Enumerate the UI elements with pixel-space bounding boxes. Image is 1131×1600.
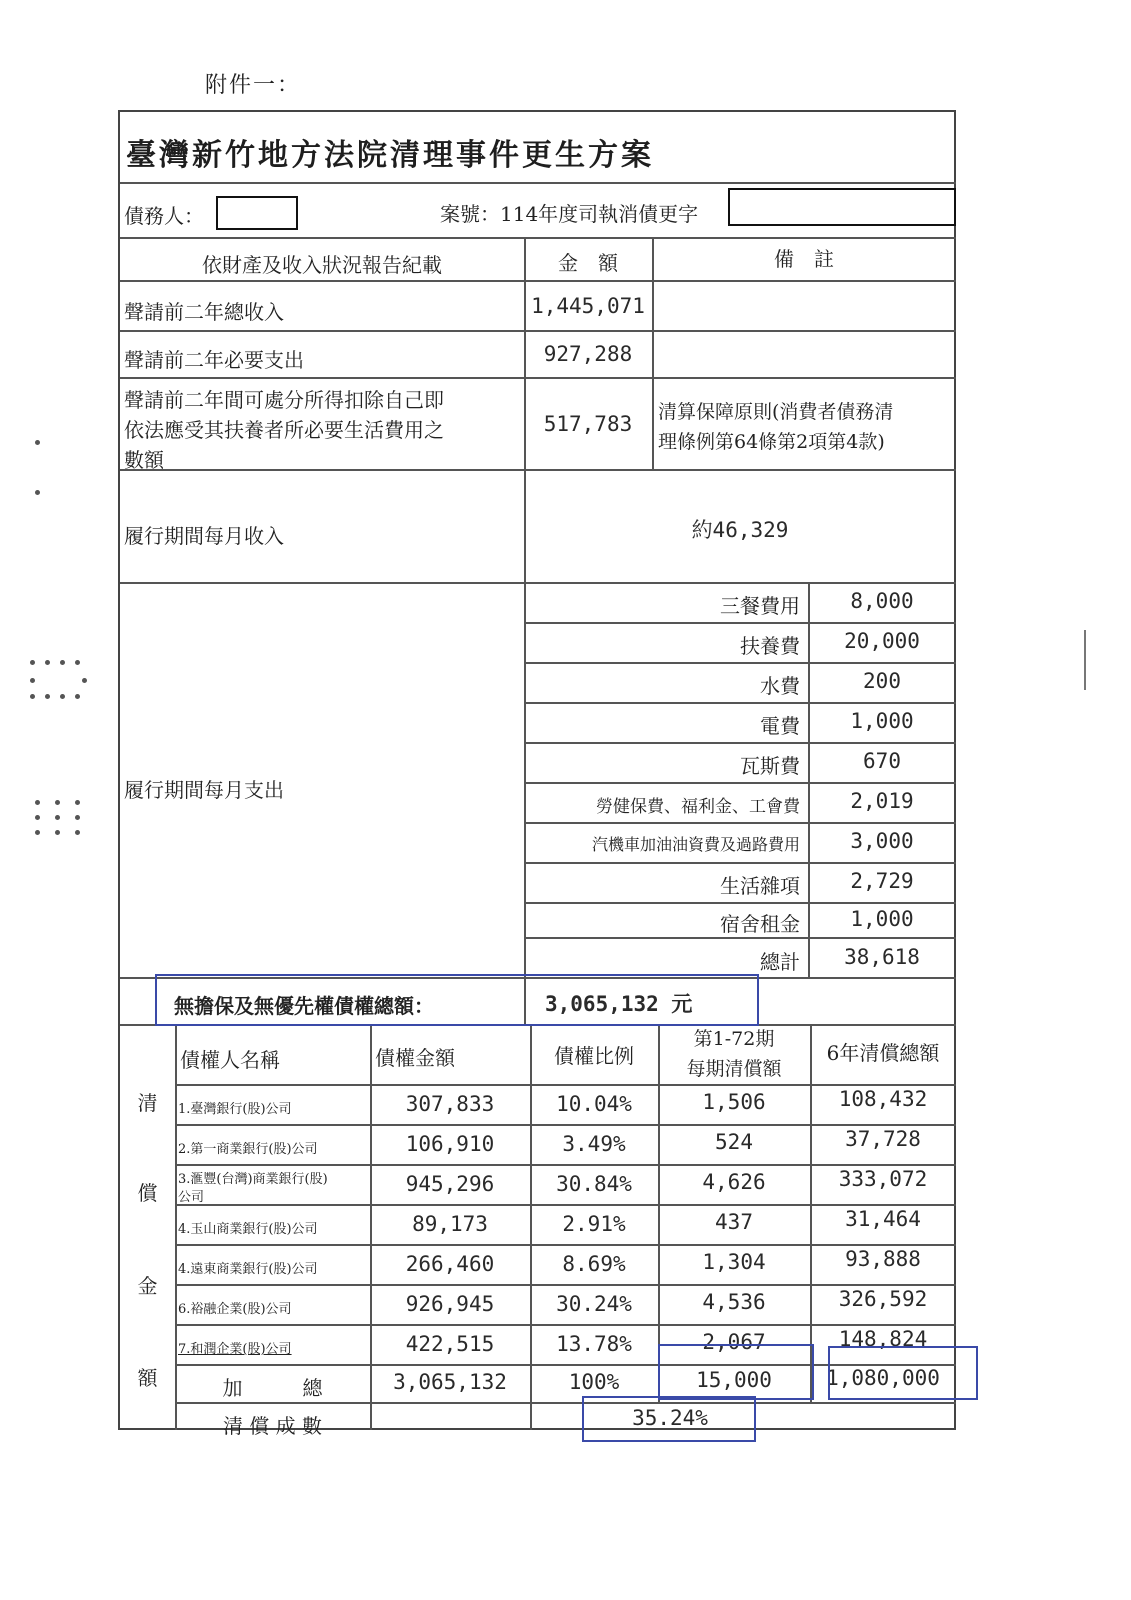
creditor-per-period: 2,067: [702, 1330, 766, 1354]
expense-item-value: 1,000: [850, 709, 914, 733]
creditor-name: 1.臺灣銀行(股)公司: [178, 1102, 292, 1117]
case-number-redaction: [728, 188, 956, 226]
row-necessary-expense-amount: 927,288: [543, 342, 633, 366]
row-total-income-label: 聲請前二年總收入: [124, 300, 284, 324]
creditor-per-period: 4,536: [702, 1290, 766, 1314]
expense-item-name: 三餐費用: [720, 594, 800, 618]
expense-item-value: 200: [863, 669, 901, 693]
expense-item-value: 670: [863, 749, 901, 773]
row-necessary-expense-label: 聲請前二年必要支出: [124, 348, 304, 372]
row-disposable-remark-line1: 清算保障原則(消費者債務清: [658, 401, 894, 423]
creditor-amount: 266,460: [405, 1252, 495, 1276]
monthly-income-value: 約46,329: [691, 518, 789, 542]
creditor-per-period: 437: [715, 1210, 753, 1234]
creditor-total: 31,464: [845, 1207, 921, 1231]
header-remark: 備 註: [774, 247, 834, 271]
col-header-six-year-total: 6年清償總額: [826, 1041, 940, 1065]
creditor-total: 333,072: [838, 1167, 928, 1191]
col-header-claim-amount: 債權金額: [375, 1046, 455, 1070]
creditor-ratio: 30.84%: [556, 1172, 632, 1196]
expense-item-value: 1,000: [850, 907, 914, 931]
creditor-name-line1: 3.滙豐(台灣)商業銀行(股): [178, 1172, 328, 1187]
sum-per-period: 15,000: [696, 1368, 772, 1392]
sum-label: 加 總: [222, 1376, 323, 1400]
debtor-label: 債務人：: [124, 204, 204, 228]
creditor-ratio: 10.04%: [556, 1092, 632, 1116]
creditor-total: 148,824: [838, 1327, 928, 1351]
col-header-creditor: 債權人名稱: [180, 1048, 280, 1072]
expense-total-name: 總計: [760, 950, 800, 974]
annex-label: 附件一：: [205, 73, 302, 98]
col-header-period-line1: 第1-72期: [693, 1028, 775, 1050]
monthly-expense-label: 履行期間每月支出: [124, 778, 284, 802]
expense-item-value: 2,019: [850, 789, 914, 813]
row-disposable-label-line3: 數額: [124, 448, 164, 472]
creditor-ratio: 30.24%: [556, 1292, 632, 1316]
creditor-name: 4.玉山商業銀行(股)公司: [178, 1222, 318, 1237]
expense-item-name: 電費: [760, 714, 800, 738]
highlight-sum-total: [828, 1346, 978, 1400]
scan-edge-mark: [1084, 630, 1086, 690]
expense-item-name: 宿舍租金: [720, 912, 800, 936]
sum-total: 1,080,000: [826, 1366, 940, 1390]
expense-item-value: 2,729: [850, 869, 914, 893]
creditor-amount: 422,515: [405, 1332, 495, 1356]
repayment-rate-label: 清 償 成 數: [222, 1414, 323, 1438]
creditor-ratio: 2.91%: [562, 1212, 626, 1236]
row-disposable-amount: 517,783: [543, 412, 633, 436]
expense-item-value: 3,000: [850, 829, 914, 853]
expense-item-name: 瓦斯費: [740, 754, 800, 778]
total-claims-label: 無擔保及無優先權債權總額：: [174, 994, 434, 1018]
expense-item-value: 20,000: [844, 629, 920, 653]
creditor-amount: 89,173: [412, 1212, 488, 1236]
header-item: 依財產及收入狀況報告紀載: [202, 253, 442, 277]
expense-item-name: 生活雜項: [720, 874, 800, 898]
creditor-total: 37,728: [845, 1127, 921, 1151]
creditor-per-period: 4,626: [702, 1170, 766, 1194]
creditor-name: 7.和潤企業(股)公司: [178, 1342, 292, 1357]
creditor-total: 326,592: [838, 1287, 928, 1311]
col-header-claim-ratio: 債權比例: [554, 1044, 634, 1068]
creditor-per-period: 524: [715, 1130, 753, 1154]
creditor-name: 2.第一商業銀行(股)公司: [178, 1142, 318, 1157]
expense-item-name: 水費: [760, 674, 800, 698]
highlight-total-claims: [155, 974, 759, 1026]
debtor-name-redaction: [216, 196, 298, 230]
creditor-name-line2: 公司: [178, 1190, 205, 1205]
repayment-side-char: 額: [137, 1366, 158, 1390]
repayment-rate-value: 35.24%: [632, 1406, 708, 1430]
creditor-name: 4.遠東商業銀行(股)公司: [178, 1262, 318, 1277]
sum-amount: 3,065,132: [393, 1370, 507, 1394]
row-total-income-amount: 1,445,071: [531, 294, 645, 318]
expense-item-name: 汽機車加油油資費及過路費用: [591, 835, 800, 854]
creditor-amount: 106,910: [405, 1132, 495, 1156]
creditor-ratio: 3.49%: [562, 1132, 626, 1156]
row-disposable-label-line2: 依法應受其扶養者所必要生活費用之: [124, 418, 444, 442]
creditor-per-period: 1,304: [702, 1250, 766, 1274]
header-amount: 金 額: [558, 251, 618, 275]
row-disposable-label-line1: 聲請前二年間可處分所得扣除自己即: [124, 388, 444, 412]
col-header-period-line2: 每期清償額: [686, 1058, 782, 1080]
repayment-side-char: 償: [137, 1181, 158, 1205]
creditor-total: 93,888: [845, 1247, 921, 1271]
total-claims-value: 3,065,132 元: [545, 992, 693, 1016]
document-title: 臺灣新竹地方法院清理事件更生方案: [126, 138, 654, 173]
highlight-sum-per-period: [658, 1344, 814, 1400]
creditor-name: 6.裕融企業(股)公司: [178, 1302, 292, 1317]
monthly-income-label: 履行期間每月收入: [124, 524, 284, 548]
expense-item-name: 勞健保費、福利金、工會費: [596, 797, 800, 817]
creditor-per-period: 1,506: [702, 1090, 766, 1114]
case-number-label: 案號：114年度司執消債更字: [440, 202, 699, 226]
creditor-amount: 945,296: [405, 1172, 495, 1196]
restructuring-plan-form: [118, 110, 956, 1438]
creditor-amount: 926,945: [405, 1292, 495, 1316]
expense-total-value: 38,618: [844, 945, 920, 969]
creditor-ratio: 13.78%: [556, 1332, 632, 1356]
highlight-repayment-rate: [582, 1396, 756, 1442]
creditor-ratio: 8.69%: [562, 1252, 626, 1276]
creditor-amount: 307,833: [405, 1092, 495, 1116]
creditor-total: 108,432: [838, 1087, 928, 1111]
row-disposable-remark-line2: 理條例第64條第2項第4款): [658, 431, 885, 453]
expense-item-name: 扶養費: [740, 634, 800, 658]
repayment-side-char: 清: [137, 1091, 158, 1115]
sum-ratio: 100%: [568, 1370, 620, 1394]
repayment-side-char: 金: [137, 1274, 158, 1298]
expense-item-value: 8,000: [850, 589, 914, 613]
